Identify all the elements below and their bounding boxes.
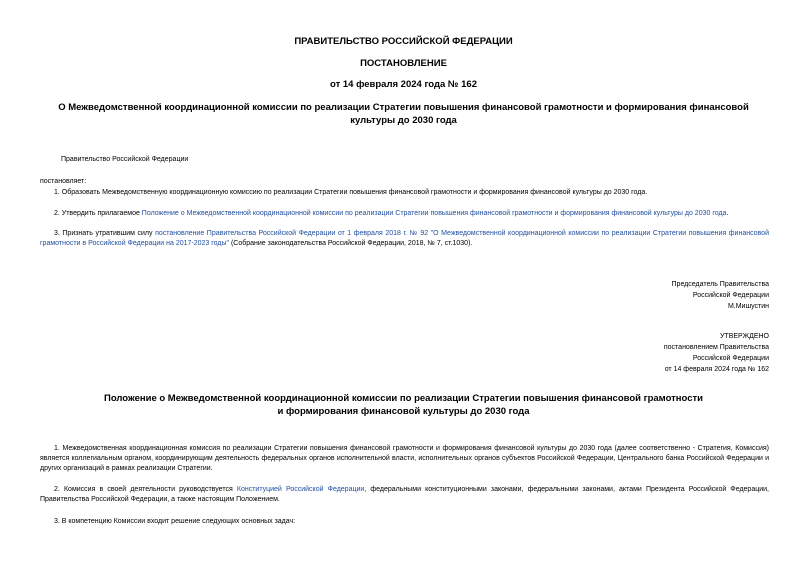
signature-line-1: Председатель Правительства <box>671 281 769 288</box>
signature-name: М.Мишустин <box>727 303 769 310</box>
item-2-suffix: . <box>726 210 729 217</box>
signature-line-2: Российской Федерации <box>692 292 769 299</box>
document-type: ПОСТАНОВЛЕНИЕ <box>360 58 447 69</box>
approval-line-3: Российской Федерации <box>692 355 769 362</box>
approval-block <box>664 331 769 375</box>
approval-line-2: постановлением Правительства <box>663 344 769 351</box>
item-3 <box>40 229 769 249</box>
regulation-link[interactable]: Положение о Межведомственной координационной комиссии по реализации Стратегии повышения финансовой грамотности и формирования финансовой культуры до 2030 года <box>141 210 727 217</box>
item-1: 1. Образовать Межведомственную координационную комиссию по реализации Стратегии повышения финансовой грамотности и формирования финансовой культуры до 2030 года. <box>54 189 648 196</box>
resolves-text: постановляет: <box>40 178 87 185</box>
regulation-paragraph-2 <box>40 485 769 505</box>
regulation-paragraph-1: 1. Межведомственная координационная комиссия по реализации Стратегии повышения финансовой грамотности и формирования финансовой культуры до 2030 года (далее соответственно - Стратегия, Комиссия) является коллегиальным органом, координирующим деятельность федеральных органов исполнительной власти, исполнительных органов субъектов Российской Федерации, Центрального банка Российской Федерации и других организаций в рамках реализации Стратегии. <box>40 445 769 472</box>
approval-line-1: УТВЕРЖДЕНО <box>719 333 769 340</box>
item-3-suffix: (Собрание законодательства Российской Федерации, 2018, № 7, ст.1030). <box>229 240 473 247</box>
repealed-resolution-link[interactable]: постановление Правительства Российской Федерации от 1 февраля 2018 г. № 92 "О Межведомственной координационной комиссии по реализации Стратегии повышения финансовой грамотности в Российской Федерации на 2017-2023 годы" <box>40 230 769 247</box>
item-2-prefix: 2. Утвердить прилагаемое <box>54 210 142 217</box>
paragraph-2-suffix: , федеральными конституционными законами, федеральными законами, актами Президента Российской Федерации, Правительства Российской Федерации, а также настоящим Положением. <box>40 486 769 503</box>
intro-text: Правительство Российской Федерации <box>61 156 189 163</box>
document-title: О Межведомственной координационной комиссии по реализации Стратегии повышения финансовой грамотности и формирования финансовой культуры до 2030 года <box>58 102 749 126</box>
regulation-title: Положение о Межведомственной координационной комиссии по реализации Стратегии повышения финансовой грамотности и формирования финансовой культуры до 2030 года <box>103 393 703 417</box>
document-date-number: от 14 февраля 2024 года № 162 <box>330 79 477 90</box>
signature-block <box>672 279 769 312</box>
item-2 <box>54 209 769 219</box>
government-heading: ПРАВИТЕЛЬСТВО РОССИЙСКОЙ ФЕДЕРАЦИИ <box>294 36 513 47</box>
approval-line-4: от 14 февраля 2024 года № 162 <box>664 366 769 373</box>
paragraph-2-prefix: 2. Комиссия в своей деятельности руководствуется <box>54 486 237 493</box>
constitution-link[interactable]: Конституцией Российской Федерации <box>236 486 365 493</box>
regulation-paragraph-3: 3. В компетенцию Комиссии входит решение следующих основных задач: <box>54 518 296 525</box>
item-3-prefix: 3. Признать утратившим силу <box>54 230 156 237</box>
